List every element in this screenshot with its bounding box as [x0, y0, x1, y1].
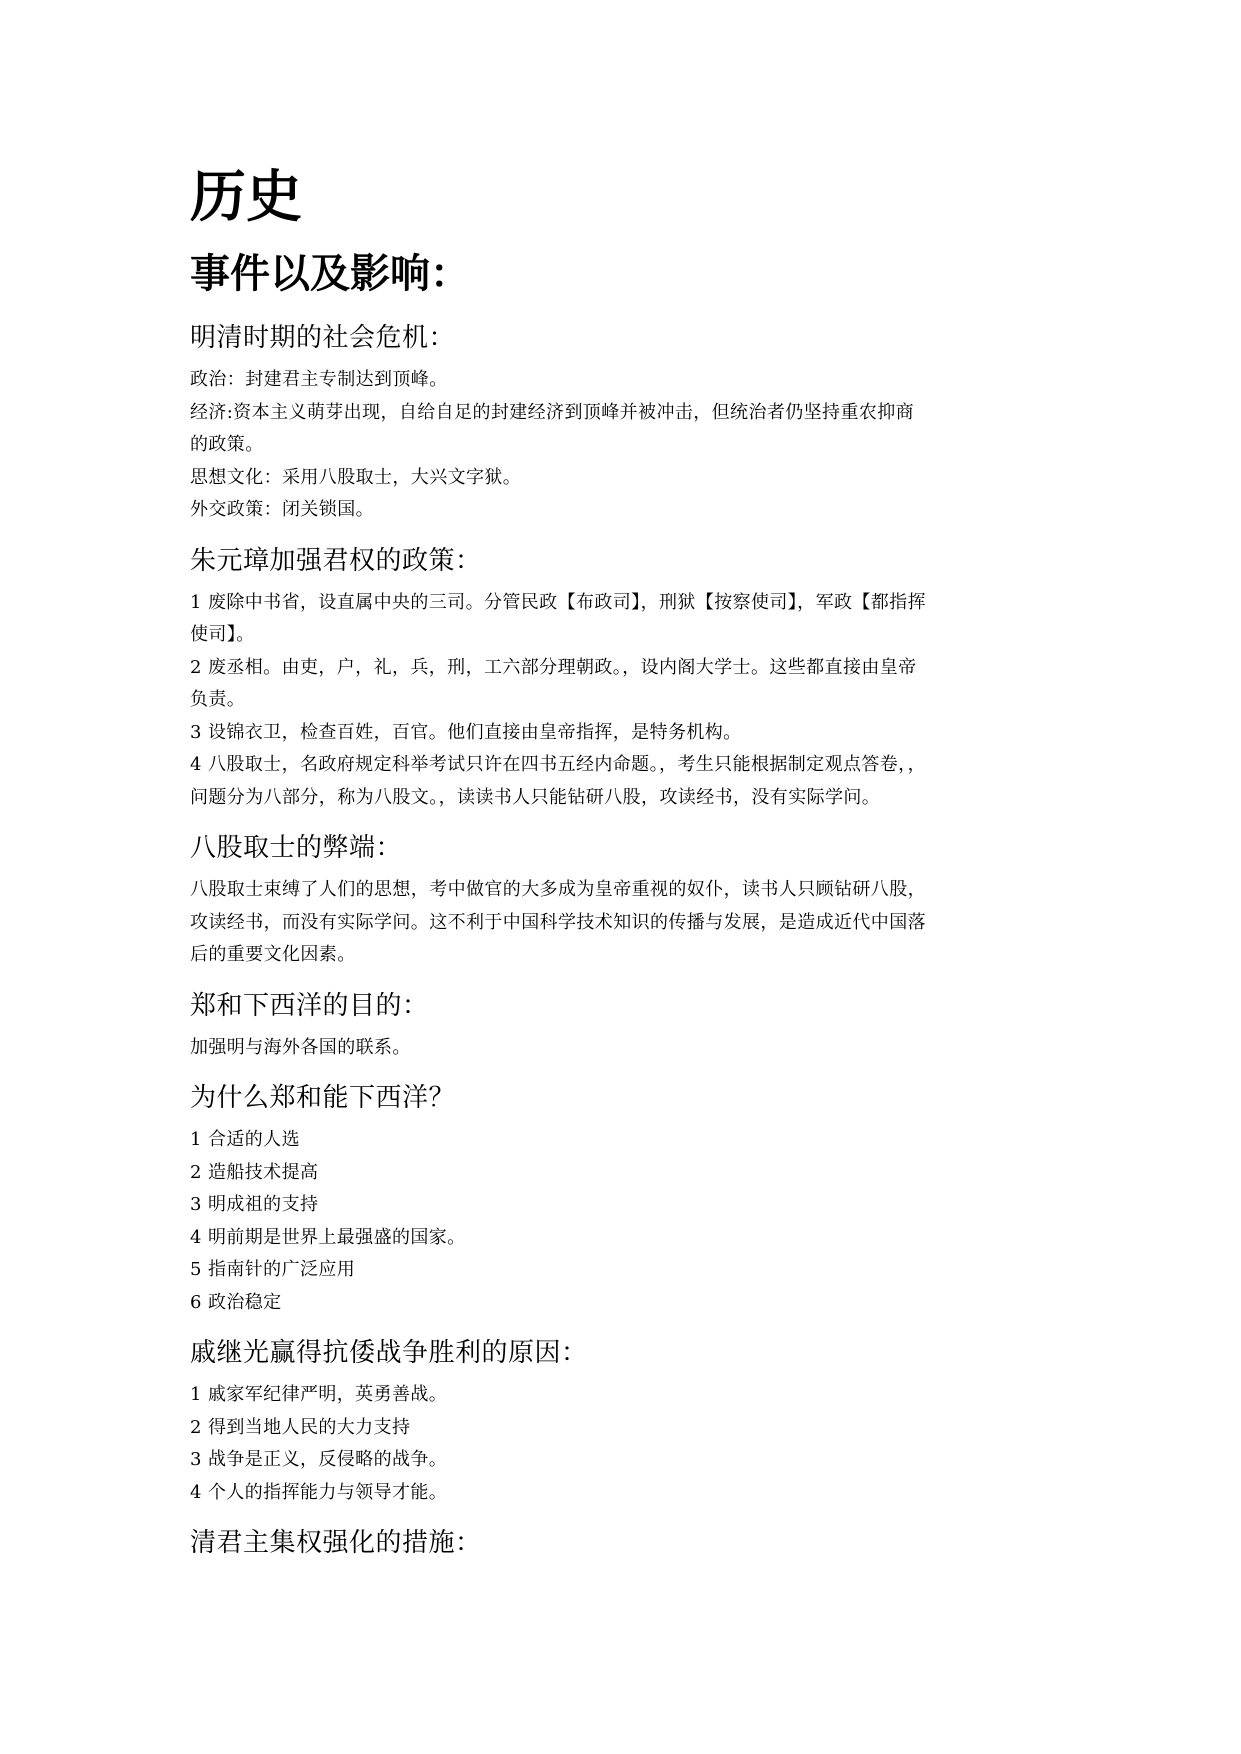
- body-line: 6 政治稳定: [190, 1291, 282, 1313]
- body-line: 1 戚家军纪律严明，英勇善战。: [190, 1384, 448, 1405]
- body-line: 5 指南针的广泛应用: [190, 1259, 356, 1280]
- body-line: 2 得到当地人民的大力支持: [190, 1416, 411, 1438]
- body-line: 2 造船技术提高: [190, 1161, 319, 1183]
- body-line: 负责。: [190, 689, 246, 710]
- body-line: 经济:资本主义萌芽出现，自给自足的封建经济到顶峰并被冲击，但统治者仍坚持重农抑商: [190, 401, 915, 423]
- body-line: 的政策。: [190, 434, 264, 455]
- section-heading: 郑和下西洋的目的：: [190, 990, 429, 1021]
- section-heading: 明清时期的社会危机：: [190, 323, 456, 353]
- body-line: 3 设锦衣卫，检查百姓，百官。他们直接由皇帝指挥，是特务机构。: [190, 721, 742, 743]
- section: [190, 1333, 1060, 1509]
- body-line: 外交政策：闭关锁国。: [190, 499, 374, 520]
- body-line: 4 八股取士，名政府规定科举考试只许在四书五经内命题。，考生只能根据制定观点答卷，，: [190, 754, 926, 775]
- body-line: 1 废除中书省，设直属中央的三司。分管民政【布政司】，刑狱【按察使司】，军政【都指挥: [190, 591, 926, 613]
- body-line: 攻读经书，而没有实际学问。这不利于中国科学技术知识的传播与发展，是造成近代中国落: [190, 911, 926, 933]
- body-line: 思想文化：采用八股取士，大兴文字狱。: [190, 466, 522, 488]
- section: [190, 1523, 1060, 1563]
- section: [190, 541, 1060, 815]
- body-line: 1 合适的人选: [190, 1129, 300, 1150]
- body-line: 3 明成祖的支持: [190, 1194, 319, 1215]
- page-subtitle: 事件以及影响：: [190, 251, 470, 297]
- section: [190, 1078, 1060, 1319]
- body-line: 3 战争是正义，反侵略的战争。: [190, 1449, 448, 1470]
- body-line: 政治：封建君主专制达到顶峰。: [190, 369, 448, 390]
- section-heading: 朱元璋加强君权的政策：: [190, 545, 482, 576]
- section-heading: 八股取士的弊端：: [190, 833, 403, 863]
- body-line: 问题分为八部分，称为八股文。，读读书人只能钻研八股，攻读经书，没有实际学问。: [190, 786, 881, 808]
- body-line: 八股取士束缚了人们的思想，考中做官的大多成为皇帝重视的奴仆，读书人只顾钻研八股，: [190, 879, 926, 900]
- section-heading: 清君主集权强化的措施：: [190, 1528, 482, 1558]
- body-line: 使司】。: [190, 624, 255, 645]
- section-heading: 戚继光赢得抗倭战争胜利的原因：: [190, 1338, 588, 1368]
- section: [190, 828, 1060, 972]
- body-line: 加强明与海外各国的联系。: [190, 1036, 411, 1058]
- page-title: 历史: [190, 165, 302, 230]
- body-line: 2 废丞相。由吏，户，礼，兵，刑，工六部分理朝政。，设内阁大学士。这些都直接由皇帝: [190, 656, 917, 678]
- sections-container: [190, 318, 1060, 1563]
- section: [190, 318, 1060, 527]
- document-page: [190, 158, 1060, 1569]
- section-heading: 为什么郑和能下西洋？: [190, 1083, 456, 1113]
- section: [190, 986, 1060, 1065]
- body-line: 4 明前期是世界上最强盛的国家。: [190, 1226, 466, 1248]
- body-line: 4 个人的指挥能力与领导才能。: [190, 1481, 448, 1503]
- body-line: 后的重要文化因素。: [190, 944, 356, 965]
